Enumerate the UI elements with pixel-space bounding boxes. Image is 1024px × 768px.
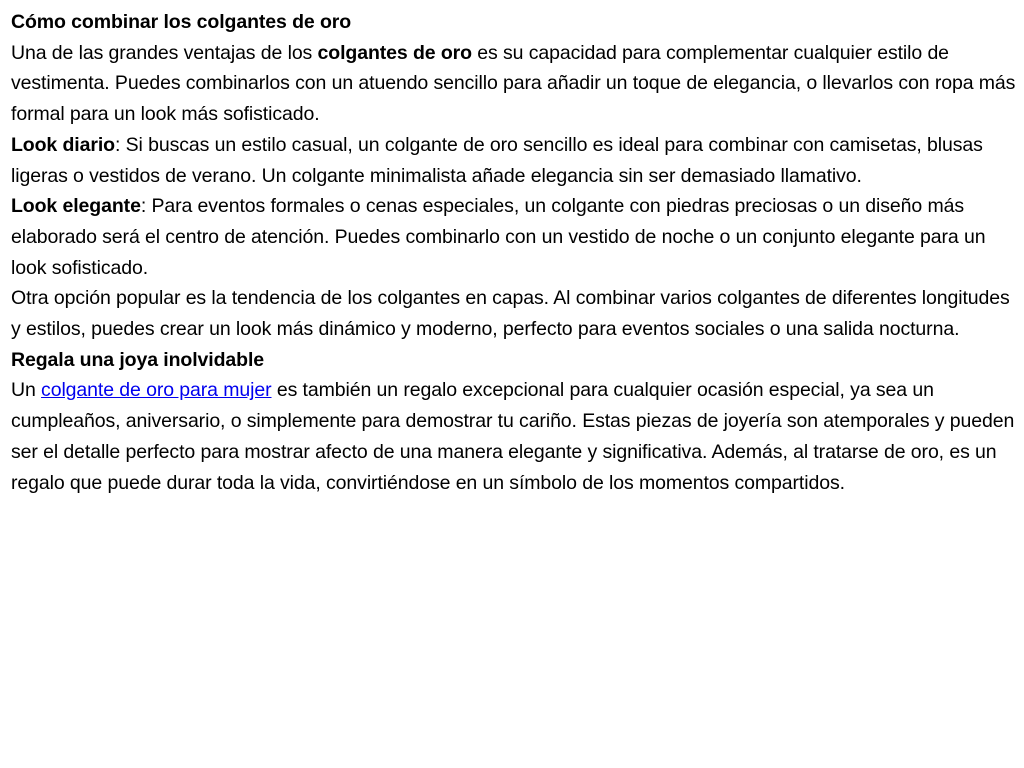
paragraph-intro — [11, 38, 1019, 130]
look-diario-label: Look diario — [11, 133, 115, 156]
article-body — [11, 7, 1019, 498]
look-diario-text: : Si buscas un estilo casual, un colgante de oro sencillo es ideal para combinar con camisetas, blusas ligeras o vestidos de verano. Un colgante minimalista añade elegancia sin ser demasiado llamativo. — [11, 133, 983, 187]
regalo-text-after: es también un regalo excepcional para cualquier ocasión especial, ya sea un cumpleaños, aniversario, o simplemente para demostrar tu cariño. Estas piezas de joyería son atemporales y pueden ser el detalle perfecto para mostrar afecto de una manera elegante y significativa. Además, al tratarse de oro, es un regalo que puede durar toda la vida, convirtiéndose en un símbolo de los momentos compartidos. — [11, 379, 1015, 494]
section-heading-regala: Regala una joya inolvidable — [11, 348, 265, 371]
paragraph-look-diario — [11, 130, 1019, 191]
look-elegante-label: Look elegante — [11, 195, 141, 218]
look-elegante-text: : Para eventos formales o cenas especiales, un colgante con piedras preciosas o un diseño más elaborado será el centro de atención. Puedes combinarlo con un vestido de noche o un conjunto elegante para un look sofisticado. — [11, 195, 986, 279]
colgante-oro-mujer-link[interactable]: colgante de oro para mujer — [41, 379, 272, 402]
paragraph-look-elegante — [11, 191, 1019, 283]
intro-text-after: es su capacidad para complementar cualquier estilo de vestimenta. Puedes combinarlos con un atuendo sencillo para añadir un toque de elegancia, o llevarlos con ropa más formal para un look más sofisticado. — [11, 41, 1016, 126]
intro-text-before: Una de las grandes ventajas de los — [11, 41, 318, 64]
intro-bold-term: colgantes de oro — [317, 41, 472, 64]
paragraph-regalo — [11, 375, 1019, 498]
regalo-text-before: Un — [11, 379, 42, 402]
section-heading-combinar: Cómo combinar los colgantes de oro — [11, 11, 352, 33]
paragraph-capas: Otra opción popular es la tendencia de los colgantes en capas. Al combinar varios colgantes de diferentes longitudes y estilos, puedes crear un look más dinámico y moderno, perfecto para eventos sociales o una salida nocturna. — [11, 287, 1010, 341]
